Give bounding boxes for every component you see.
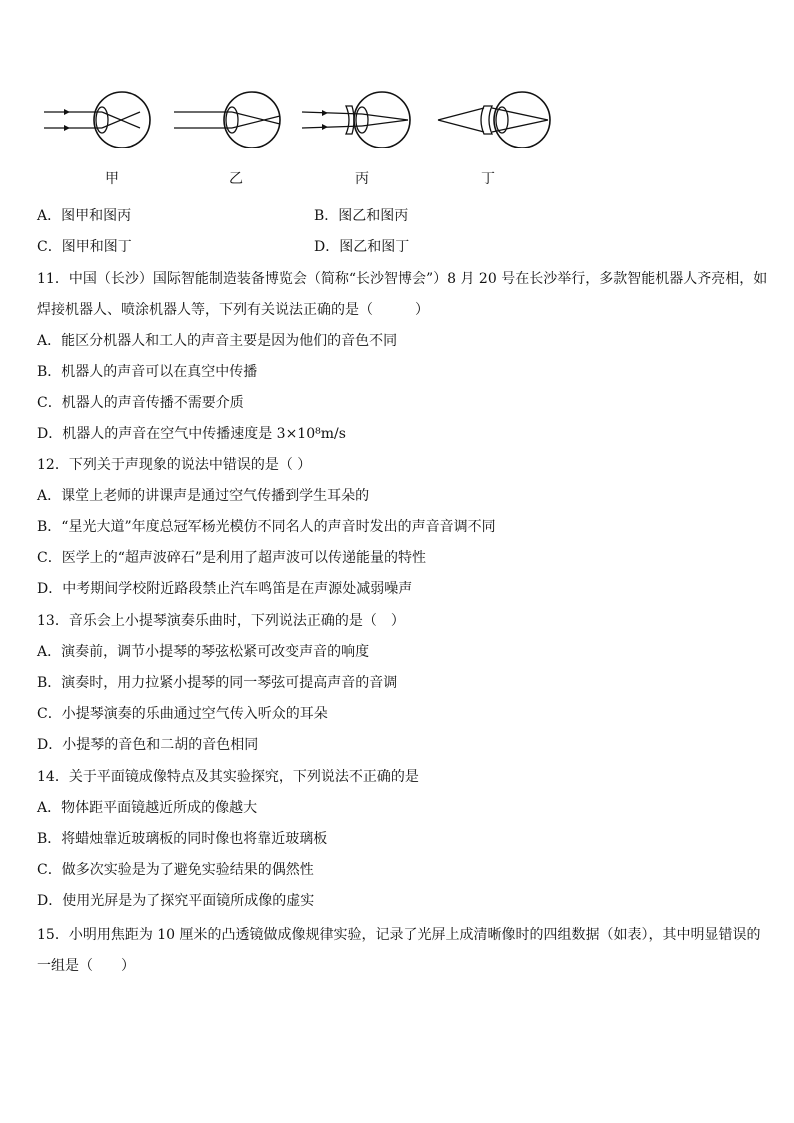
- q11-option-c: C．机器人的声音传播不需要介质: [37, 395, 244, 411]
- q14-option-d: D．使用光屏是为了探究平面镜所成像的虚实: [37, 893, 315, 909]
- q12-option-c: C．医学上的“超声波碎石”是利用了超声波可以传递能量的特性: [37, 550, 427, 566]
- q14-option-b: B．将蜡烛靠近玻璃板的同时像也将靠近玻璃板: [37, 831, 328, 847]
- q10-option-d: D．图乙和图丁: [314, 239, 410, 255]
- q13-stem: 13．音乐会上小提琴演奏乐曲时，下列说法正确的是（ ）: [37, 613, 405, 629]
- eye-diagram-yi: [170, 88, 290, 148]
- q12-option-a: A．课堂上老师的讲课声是通过空气传播到学生耳朵的: [37, 488, 370, 504]
- q12-option-b: B．“星光大道”年度总冠军杨光模仿不同名人的声音时发出的声音音调不同: [37, 519, 496, 535]
- q14-stem: 14．关于平面镜成像特点及其实验探究，下列说法不正确的是: [37, 769, 419, 785]
- q11-option-b: B．机器人的声音可以在真空中传播: [37, 364, 258, 380]
- q10-option-c: C．图甲和图丁: [37, 239, 132, 255]
- eye-label-ding: 丁: [481, 171, 495, 187]
- eye-label-yi: 乙: [229, 171, 243, 187]
- q14-option-c: C．做多次实验是为了避免实验结果的偶然性: [37, 862, 314, 878]
- eye-diagram-ding: [436, 88, 560, 148]
- eye-label-bing: 丙: [355, 171, 369, 187]
- q13-option-c: C．小提琴演奏的乐曲通过空气传入听众的耳朵: [37, 706, 328, 722]
- eye-label-jia: 甲: [105, 171, 119, 187]
- q11-stem-line1: 11．中国（长沙）国际智能制造装备博览会（简称“长沙智博会”）8 月 20 号在长沙举行，多款智能机器人齐亮相，如: [37, 271, 768, 287]
- q11-option-a: A．能区分机器人和工人的声音主要是因为他们的音色不同: [37, 333, 398, 349]
- q12-stem: 12．下列关于声现象的说法中错误的是（ ）: [37, 457, 312, 473]
- eye-diagram-jia: [40, 88, 160, 148]
- q11-option-d: D．机器人的声音在空气中传播速度是 3×10⁸m/s: [37, 426, 346, 442]
- q13-option-b: B．演奏时，用力拉紧小提琴的同一琴弦可提高声音的音调: [37, 675, 398, 691]
- q10-option-a: A．图甲和图丙: [37, 208, 132, 224]
- eye-diagram-bing: [298, 88, 418, 148]
- q13-option-d: D．小提琴的音色和二胡的音色相同: [37, 737, 259, 753]
- q11-stem-line2: 焊接机器人、喷涂机器人等，下列有关说法正确的是（ ）: [37, 302, 429, 318]
- q12-option-d: D．中考期间学校附近路段禁止汽车鸣笛是在声源处减弱噪声: [37, 581, 413, 597]
- q13-option-a: A．演奏前，调节小提琴的琴弦松紧可改变声音的响度: [37, 644, 370, 660]
- q14-option-a: A．物体距平面镜越近所成的像越大: [37, 800, 258, 816]
- eye-diagram-figure: [40, 88, 560, 188]
- q15-stem-line1: 15．小明用焦距为 10 厘米的凸透镜做成像规律实验，记录了光屏上成清晰像时的四组数据（如表），其中明显错误的: [37, 927, 761, 943]
- q10-option-b: B．图乙和图丙: [314, 208, 409, 224]
- q15-stem-line2: 一组是（ ）: [37, 958, 135, 974]
